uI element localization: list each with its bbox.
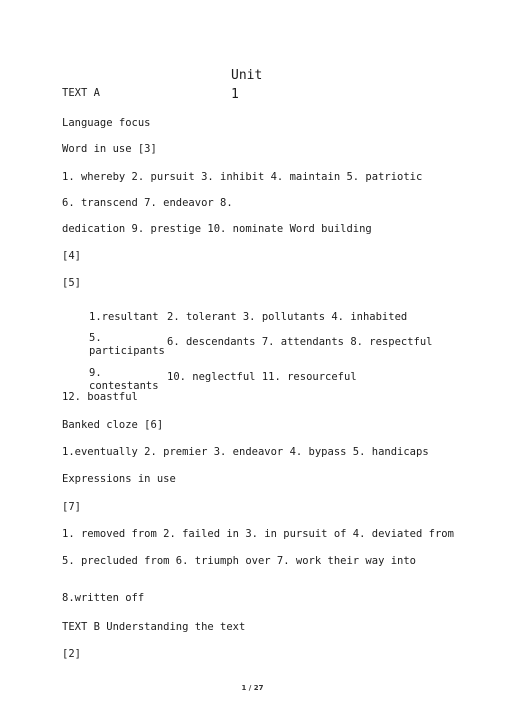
- table-cell: 5. participants: [89, 332, 165, 357]
- answer-line: 6. transcend 7. endeavor 8.: [62, 197, 233, 209]
- section-heading-text-a: TEXT A: [62, 87, 100, 99]
- table-cell: 1.resultant: [89, 311, 159, 323]
- unit-title-number: 1: [231, 87, 239, 102]
- heading-expressions-in-use: Expressions in use: [62, 473, 176, 485]
- table-cell: 9. contestants: [89, 367, 159, 392]
- heading-language-focus: Language focus: [62, 117, 151, 129]
- answer-line: 1. whereby 2. pursuit 3. inhibit 4. maintain 5. patriotic: [62, 171, 423, 183]
- table-row: [89, 332, 433, 367]
- table-cell: 6. descendants 7. attendants 8. respectful: [167, 336, 433, 348]
- heading-word-in-use: Word in use [3]: [62, 143, 157, 155]
- word-building-table: [89, 311, 433, 393]
- table-row: [89, 367, 433, 393]
- page-number: 1 / 27: [241, 684, 264, 692]
- exercise-number: [5]: [62, 277, 81, 289]
- heading-banked-cloze: Banked cloze [6]: [62, 419, 164, 431]
- section-heading-text-b: TEXT B Understanding the text: [62, 621, 246, 633]
- exercise-number: [4]: [62, 250, 81, 262]
- table-cell: 2. tolerant 3. pollutants 4. inhabited: [167, 311, 408, 323]
- answer-line: 12. boastful: [62, 391, 138, 403]
- answer-line: 1.eventually 2. premier 3. endeavor 4. bypass 5. handicaps: [62, 446, 429, 458]
- exercise-number: [2]: [62, 648, 81, 660]
- answer-line: dedication 9. prestige 10. nominate Word building: [62, 223, 372, 235]
- answer-line: 1. removed from 2. failed in 3. in pursuit of 4. deviated from: [62, 528, 454, 540]
- exercise-number: [7]: [62, 501, 81, 513]
- answer-line: 8.written off: [62, 592, 145, 604]
- unit-title-word: Unit: [231, 68, 263, 83]
- answer-line: 5. precluded from 6. triumph over 7. work their way into: [62, 555, 417, 567]
- unit-title: [231, 66, 262, 104]
- table-cell: 10. neglectful 11. resourceful: [167, 371, 357, 383]
- table-row: [89, 311, 433, 332]
